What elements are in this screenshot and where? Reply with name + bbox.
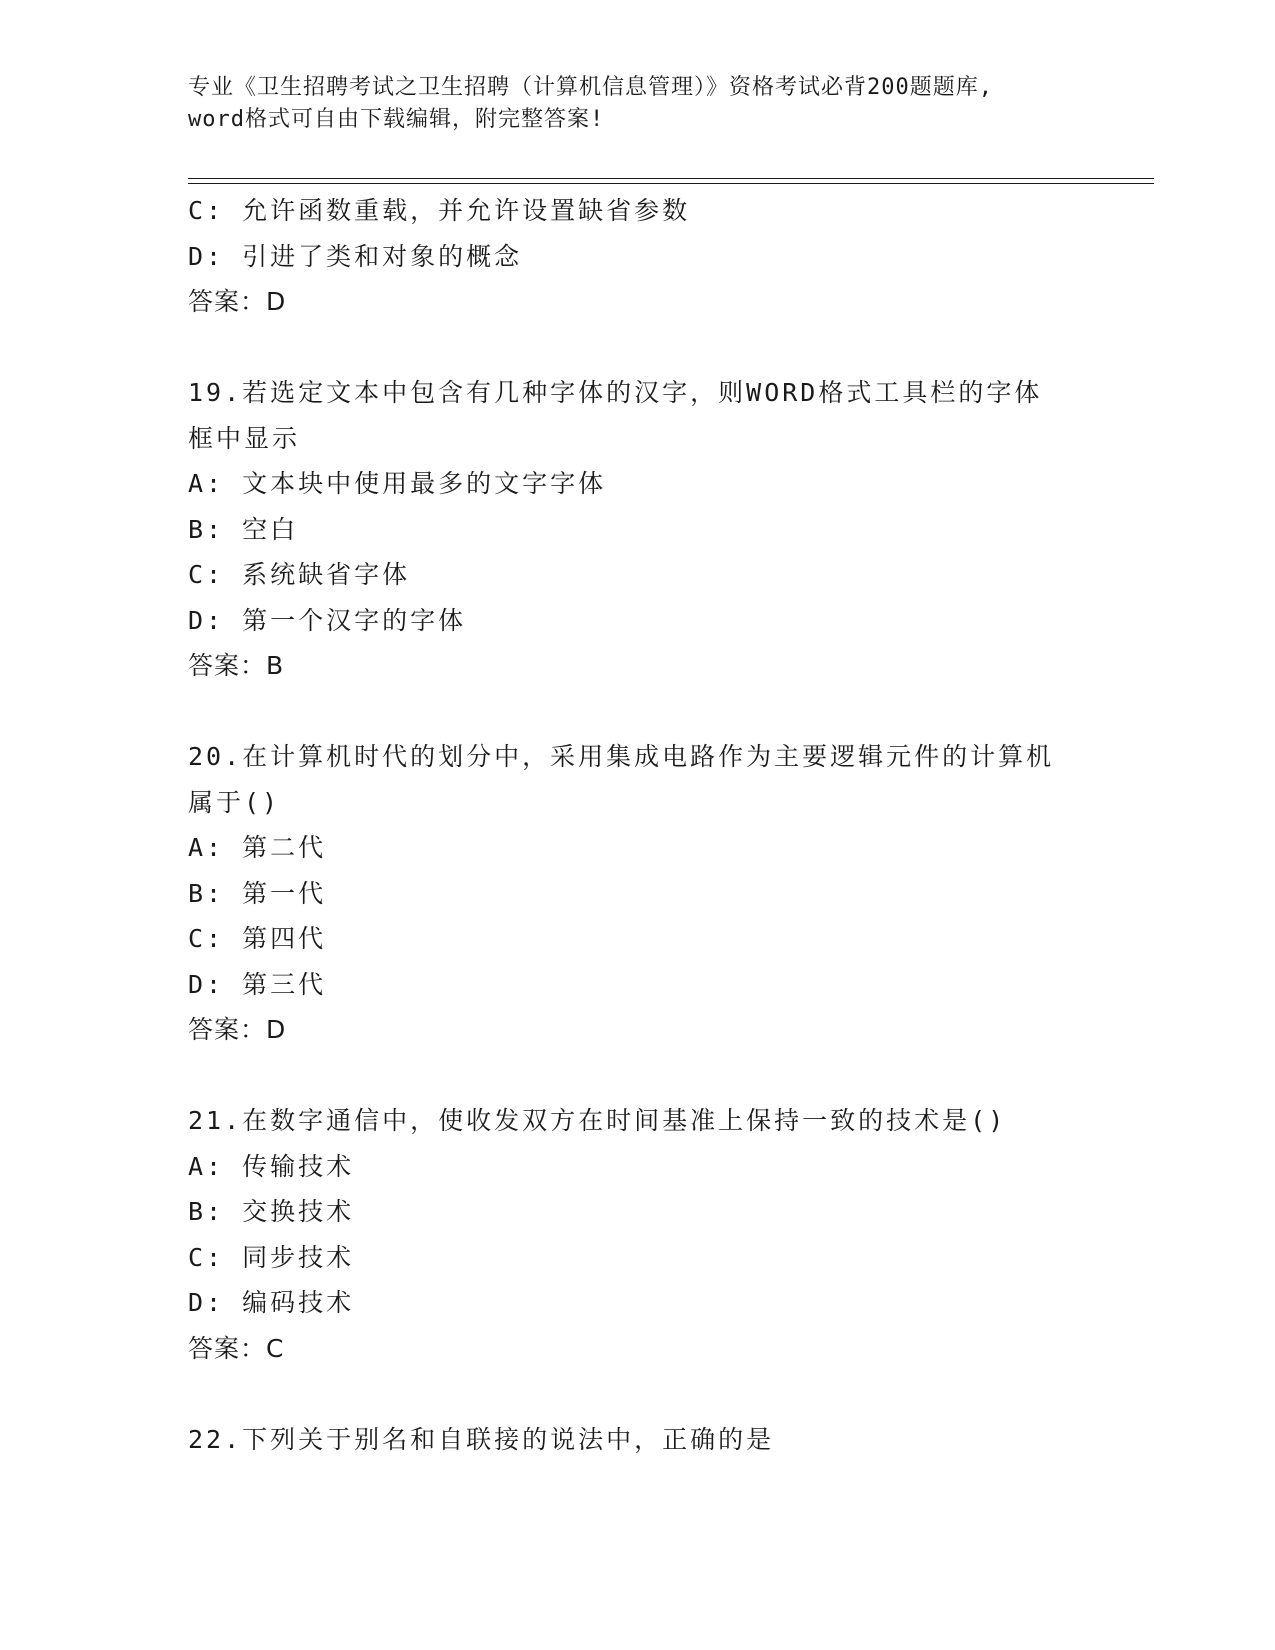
option-b: B: 交换技术 (188, 1197, 355, 1226)
option-d: D: 第一个汉字的字体 (188, 605, 467, 635)
question-stem: 框中显示 (188, 423, 301, 453)
question-stem: 19.若选定文本中包含有几种字体的汉字，则WORD格式工具栏的字体 (188, 378, 1043, 407)
document-body (188, 188, 1108, 1462)
option-b: B: 第一代 (188, 878, 327, 908)
answer-line: 答案：C (188, 1333, 285, 1363)
option-c: C: 系统缺省字体 (188, 560, 411, 589)
option-c: C: 第四代 (188, 924, 327, 953)
document-header (188, 72, 1088, 136)
question-stem: 20.在计算机时代的划分中，采用集成电路作为主要逻辑元件的计算机 (188, 742, 1055, 771)
option-b: B: 空白 (188, 514, 299, 544)
option-a: A: 第二代 (188, 833, 327, 862)
option-a: A: 传输技术 (188, 1151, 355, 1181)
question-21 (188, 1098, 1108, 1371)
option-c: C: 同步技术 (188, 1242, 355, 1272)
option-a: A: 文本块中使用最多的文字字体 (188, 469, 607, 498)
header-divider-top (188, 178, 1154, 179)
option-c: C: 允许函数重载，并允许设置缺省参数 (188, 196, 691, 225)
option-d: D: 第三代 (188, 969, 327, 999)
answer-line: 答案：D (188, 287, 287, 316)
option-d: D: 引进了类和对象的概念 (188, 241, 523, 271)
header-line-2: word格式可自由下载编辑，附完整答案! (188, 107, 605, 132)
option-d: D: 编码技术 (188, 1288, 355, 1317)
spacer (188, 1053, 1108, 1099)
header-divider-bottom (188, 183, 1154, 184)
answer-line: 答案：D (188, 1015, 287, 1044)
answer-line: 答案：B (188, 651, 285, 680)
question-19 (188, 370, 1108, 689)
spacer (188, 1371, 1108, 1417)
question-stem: 属于() (188, 787, 281, 817)
question-20 (188, 734, 1108, 1053)
spacer (188, 325, 1108, 371)
question-stem: 22.下列关于别名和自联接的说法中，正确的是 (188, 1424, 775, 1454)
question-stem: 21.在数字通信中，使收发双方在时间基准上保持一致的技术是() (188, 1106, 1007, 1135)
header-line-1: 专业《卫生招聘考试之卫生招聘（计算机信息管理）》资格考试必背200题题库, (188, 75, 993, 100)
question-22 (188, 1417, 1108, 1463)
previous-question (188, 188, 1108, 325)
spacer (188, 689, 1108, 735)
